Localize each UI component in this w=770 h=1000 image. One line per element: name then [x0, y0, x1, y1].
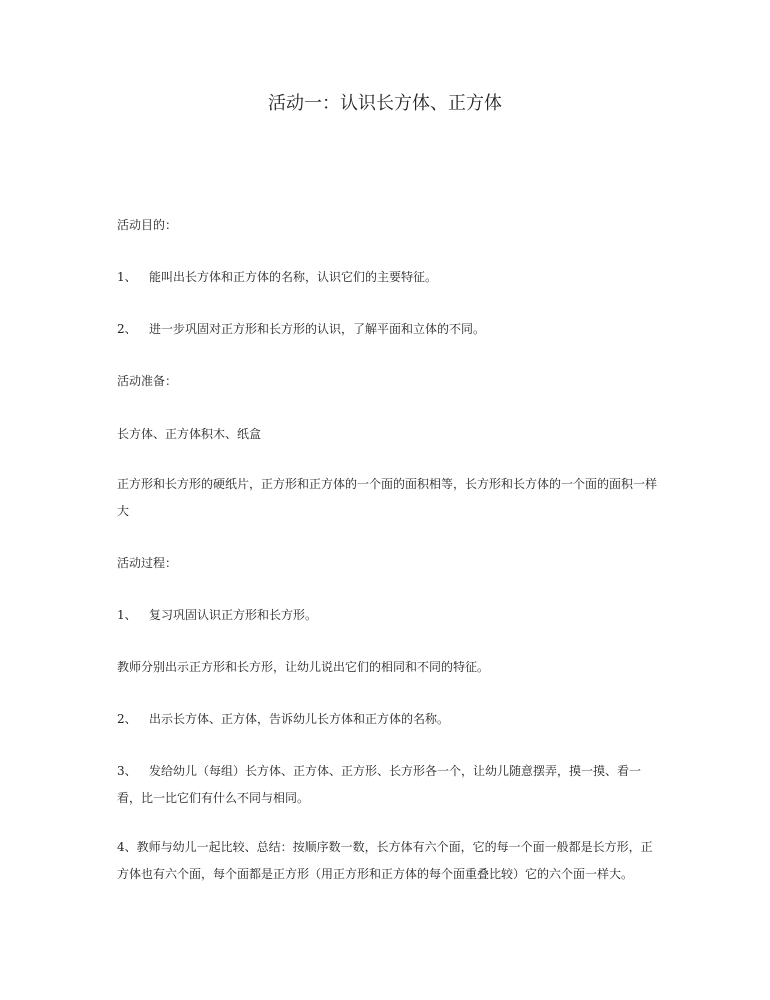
goal-item-1: 1、 能叫出长方体和正方体的名称，认识它们的主要特征。 — [117, 270, 438, 284]
preparation-item-2: 正方形和长方形的硬纸片，正方形和正方体的一个面的面积相等，长方形和长方体的一个面的面积一样大 — [117, 477, 658, 518]
section-heading-goals: 活动目的： — [117, 218, 178, 232]
section-heading-preparation: 活动准备： — [117, 374, 178, 388]
process-item-3: 3、 发给幼儿（每组）长方体、正方体、正方形、长方形各一个，让幼儿随意摆弄，摸一摸、看一看，比一比它们有什么不同与相同。 — [117, 764, 642, 805]
preparation-item-1: 长方体、正方体积木、纸盒 — [117, 427, 262, 441]
section-heading-process: 活动过程： — [117, 556, 178, 570]
page-title: 活动一：认识长方体、正方体 — [268, 93, 502, 114]
goal-item-2: 2、 进一步巩固对正方形和长方形的认识，了解平面和立体的不同。 — [117, 322, 486, 336]
process-item-1-detail: 教师分别出示正方形和长方形，让幼儿说出它们的相同和不同的特征。 — [117, 660, 490, 674]
process-item-2: 2、 出示长方体、正方体，告诉幼儿长方体和正方体的名称。 — [117, 712, 450, 726]
process-item-1: 1、 复习巩固认识正方形和长方形。 — [117, 608, 318, 622]
process-item-4: 4、教师与幼儿一起比较、总结：按顺序数一数，长方体有六个面，它的每一个面一般都是长方形，正方体也有六个面，每个面都是正方形（用正方形和正方体的每个面重叠比较）它的六个面一样大。 — [117, 840, 653, 881]
